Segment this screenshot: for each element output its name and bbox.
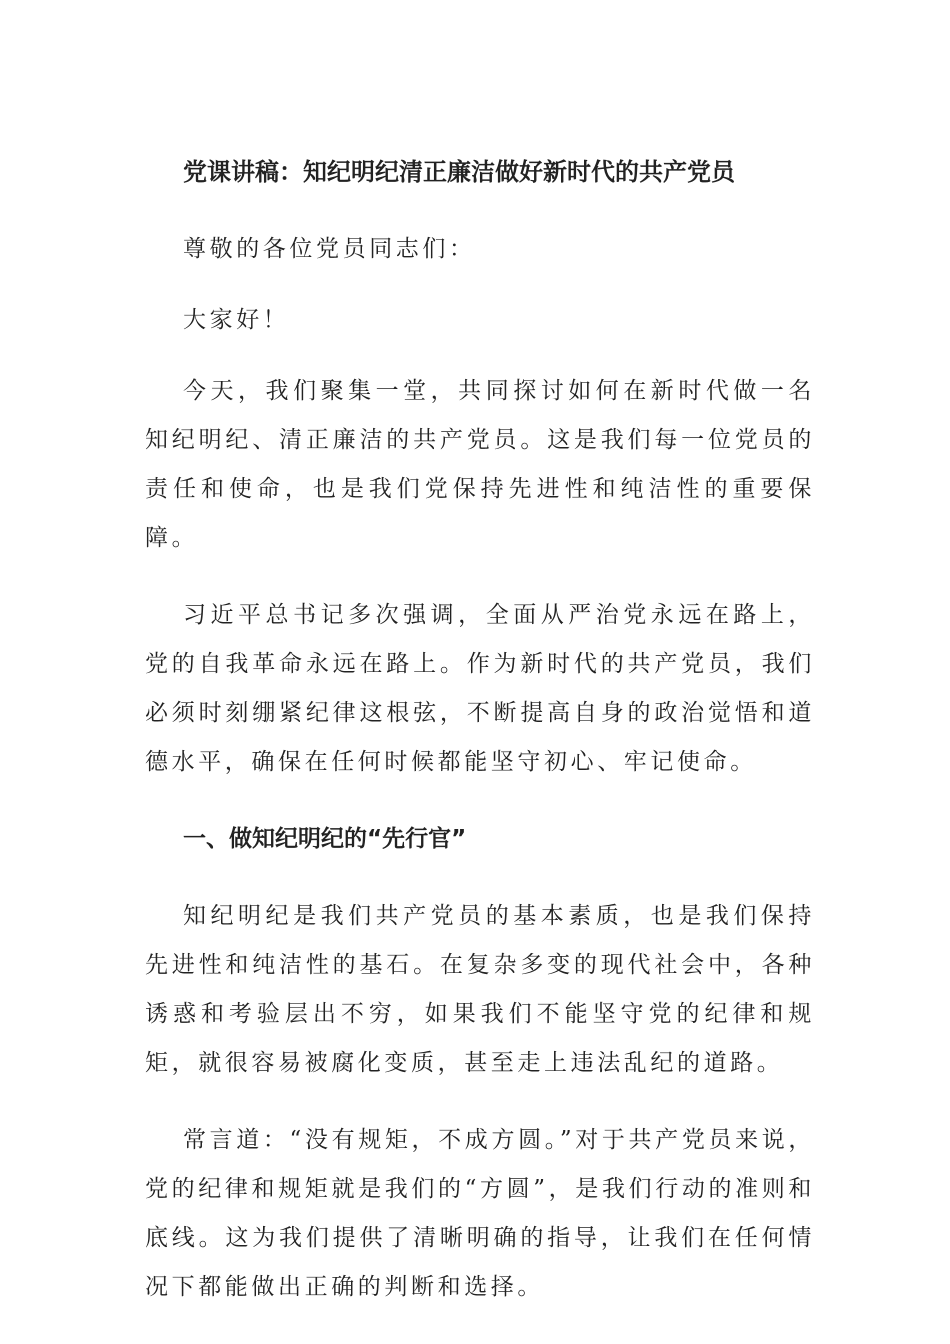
document-page — [145, 150, 815, 1340]
body-paragraph: 习近平总书记多次强调，全面从严治党永远在路上，党的自我革命永远在路上。作为新时代的共产党员，我们必须时刻绷紧纪律这根弦，不断提高自身的政治觉悟和道德水平，确保在任何时候都能坚守初心、牢记使命。 — [145, 602, 815, 775]
intro-paragraph: 今天，我们聚集一堂，共同探讨如何在新时代做一名知纪明纪、清正廉洁的共产党员。这是我们每一位党员的责任和使命，也是我们党保持先进性和纯洁性的重要保障。 — [145, 378, 815, 551]
section-paragraph: 常言道：“没有规矩，不成方圆。”对于共产党员来说，党的纪律和规矩就是我们的“方圆”，是我们行动的准则和底线。这为我们提供了清晰明确的指导，让我们在任何情况下都能做出正确的判断和选择。 — [145, 1127, 815, 1300]
hello-line: 大家好！ — [183, 307, 290, 333]
section-paragraph: 知纪明纪是我们共产党员的基本素质，也是我们保持先进性和纯洁性的基石。在复杂多变的现代社会中，各种诱惑和考验层出不穷，如果我们不能坚守党的纪律和规矩，就很容易被腐化变质，甚至走上违法乱纪的道路。 — [145, 903, 815, 1076]
document-title: 党课讲稿：知纪明纪清正廉洁做好新时代的共产党员 — [183, 158, 735, 186]
section-heading: 一、做知纪明纪的“先行官” — [183, 826, 467, 852]
greeting-line: 尊敬的各位党员同志们： — [183, 236, 476, 262]
